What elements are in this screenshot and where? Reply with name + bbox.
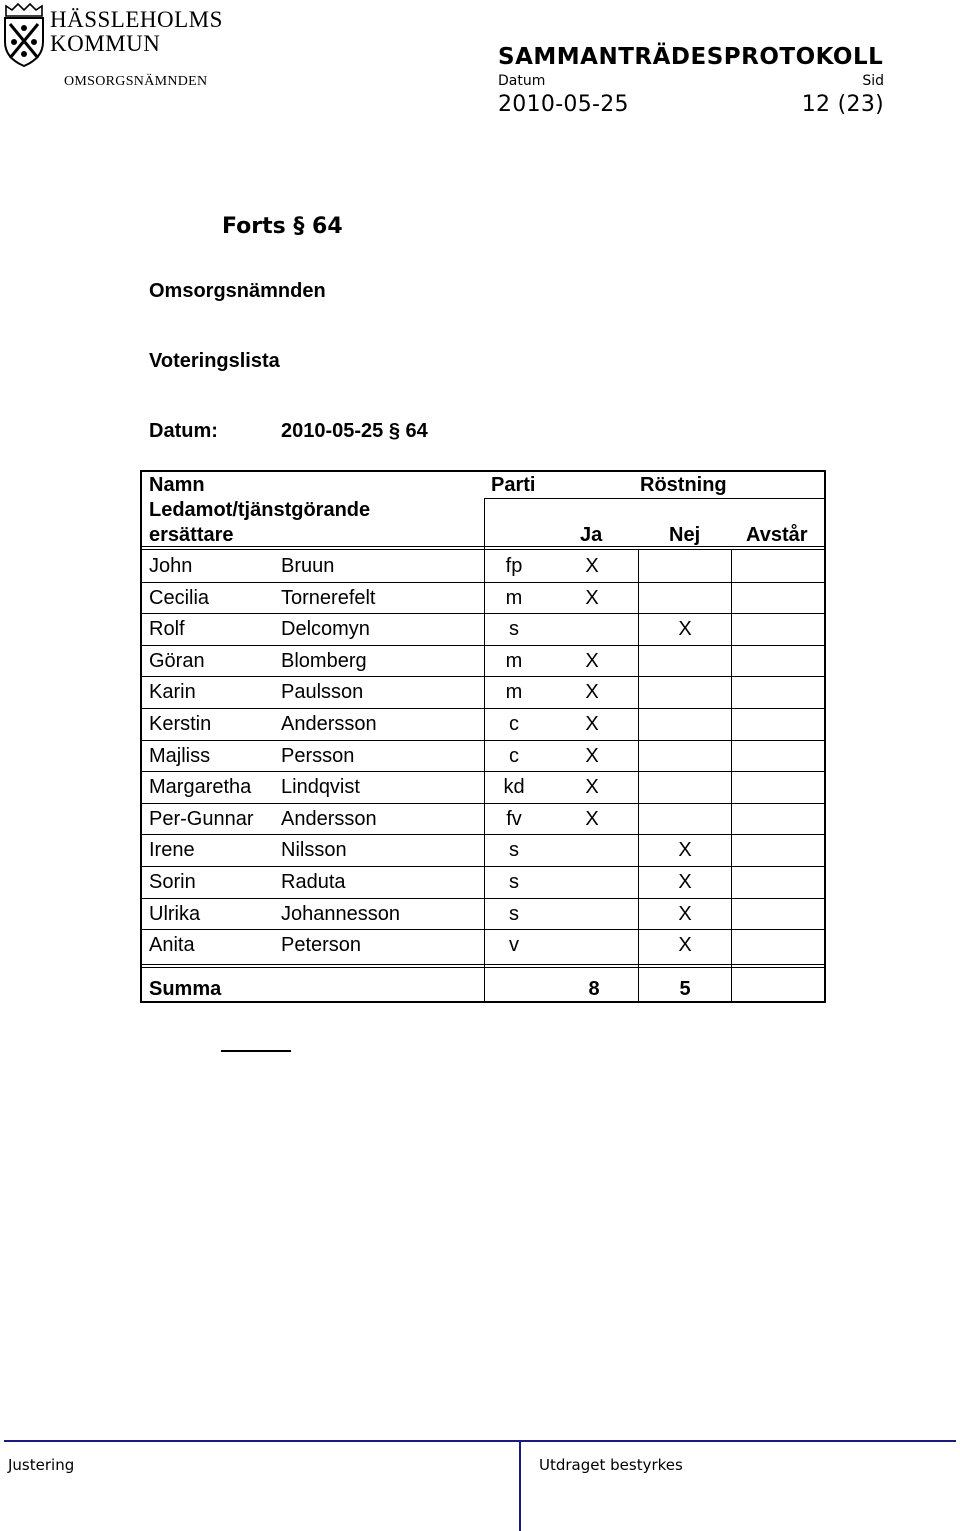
row-separator (485, 834, 825, 835)
header-rule-1 (140, 546, 826, 547)
footer-utdraget: Utdraget bestyrkes (539, 1456, 683, 1474)
cell-last-name: Lindqvist (281, 776, 360, 799)
cell-last-name: Nilsson (281, 839, 347, 862)
cell-party: v (509, 934, 519, 957)
cell-yes: X (585, 586, 599, 609)
footer-divider (519, 1440, 521, 1531)
cell-last-name: Delcomyn (281, 618, 370, 641)
cell-no: X (678, 618, 692, 641)
column-header-member-line1: Ledamot/tjänstgörande (149, 499, 371, 521)
row-separator (485, 740, 825, 741)
cell-last-name: Bruun (281, 555, 335, 577)
summary-no: 5 (679, 978, 691, 1000)
row-separator-left (141, 898, 485, 899)
section-title: Forts § 64 (222, 214, 343, 239)
header-rule-2 (140, 549, 826, 550)
row-separator (485, 645, 825, 646)
cell-last-name: Paulsson (281, 681, 364, 704)
date-line-label: Datum: (149, 420, 218, 442)
cell-first-name: Per-Gunnar (149, 807, 254, 830)
no-column-line (731, 550, 732, 1003)
cell-first-name: John (149, 555, 193, 577)
cell-yes: X (585, 649, 599, 672)
cell-last-name: Andersson (281, 713, 377, 735)
cell-yes: X (585, 807, 599, 830)
coat-of-arms-logo (2, 2, 46, 68)
cell-party: fp (505, 555, 523, 577)
cell-yes: X (585, 776, 599, 799)
column-header-no: Nej (669, 524, 701, 546)
cell-party: s (509, 618, 519, 641)
page-value: 12 (23) (801, 92, 884, 117)
footer-rule (4, 1440, 956, 1442)
cell-party: fv (506, 807, 522, 830)
row-separator-left (141, 740, 485, 741)
cell-party: kd (503, 776, 525, 799)
column-header-name: Namn (149, 474, 205, 496)
cell-first-name: Cecilia (149, 586, 210, 609)
cell-yes: X (585, 713, 599, 735)
column-header-vote: Röstning (640, 474, 727, 496)
footer-justering: Justering (8, 1456, 75, 1474)
list-title: Voteringslista (149, 350, 280, 372)
date-line-value: 2010-05-25 § 64 (281, 420, 428, 442)
column-header-abstain: Avstår (746, 524, 808, 546)
row-separator-left (141, 771, 485, 772)
cell-last-name: Peterson (281, 934, 362, 957)
org-name-line1: HÄSSLEHOLMS (50, 7, 223, 32)
document-title: SAMMANTRÄDESPROTOKOLL (498, 44, 884, 70)
summary-rule-1 (140, 964, 826, 965)
cell-party: m (505, 649, 523, 672)
column-header-member-line2: ersättare (149, 524, 234, 546)
row-separator (485, 582, 825, 583)
row-separator (485, 929, 825, 930)
table-border-top (140, 470, 826, 472)
cell-party: m (505, 681, 523, 704)
summary-yes: 8 (588, 978, 600, 1000)
cell-first-name: Rolf (149, 618, 185, 641)
cell-first-name: Sorin (149, 871, 196, 893)
committee-name: Omsorgsnämnden (149, 280, 326, 302)
cell-party: s (509, 839, 519, 862)
date-label: Datum (498, 73, 546, 89)
row-separator (485, 803, 825, 804)
row-separator-left (141, 582, 485, 583)
row-separator-left (141, 613, 485, 614)
row-separator-left (141, 645, 485, 646)
cell-party: s (509, 902, 519, 925)
row-separator (485, 676, 825, 677)
cell-first-name: Margaretha (149, 776, 252, 799)
vote-header-divider (484, 498, 826, 499)
cell-party: s (509, 871, 519, 893)
row-separator-left (141, 676, 485, 677)
row-separator-left (141, 929, 485, 930)
cell-last-name: Tornerefelt (281, 586, 376, 609)
summary-label: Summa (149, 978, 222, 1000)
cell-first-name: Karin (149, 681, 196, 704)
cell-yes: X (585, 744, 599, 767)
cell-no: X (678, 871, 692, 893)
cell-yes: X (585, 681, 599, 704)
cell-no: X (678, 934, 692, 957)
signature-line (221, 1050, 291, 1052)
cell-party: m (505, 586, 523, 609)
party-column-line (484, 499, 485, 1003)
summary-rule-2 (140, 967, 826, 968)
cell-first-name: Ulrika (149, 902, 201, 925)
vote-table (140, 470, 826, 1003)
cell-first-name: Anita (149, 934, 195, 957)
org-name-line2: KOMMUN (50, 31, 161, 56)
row-separator (485, 708, 825, 709)
cell-last-name: Johannesson (281, 902, 400, 925)
column-header-party: Parti (491, 474, 536, 496)
cell-party: c (509, 744, 519, 767)
row-separator (485, 866, 825, 867)
cell-last-name: Persson (281, 744, 355, 767)
date-value: 2010-05-25 (498, 92, 629, 117)
department-name: OMSORGSNÄMNDEN (64, 74, 208, 89)
cell-yes: X (585, 555, 599, 577)
cell-last-name: Andersson (281, 807, 377, 830)
cell-first-name: Göran (149, 649, 205, 672)
cell-no: X (678, 839, 692, 862)
cell-first-name: Majliss (149, 744, 211, 767)
column-header-yes: Ja (580, 524, 603, 546)
cell-last-name: Blomberg (281, 649, 367, 672)
row-separator-left (141, 866, 485, 867)
cell-no: X (678, 902, 692, 925)
row-separator-left (141, 834, 485, 835)
cell-first-name: Kerstin (149, 713, 212, 735)
row-separator (485, 771, 825, 772)
row-separator-left (141, 803, 485, 804)
cell-first-name: Irene (149, 839, 195, 862)
table-border-bottom (140, 1001, 826, 1003)
cell-last-name: Raduta (281, 871, 346, 893)
row-separator-left (141, 708, 485, 709)
row-separator (485, 613, 825, 614)
row-separator (485, 898, 825, 899)
organization-name (50, 8, 223, 56)
yes-column-line (638, 550, 639, 1003)
page-label: Sid (862, 73, 884, 89)
cell-party: c (509, 713, 519, 735)
